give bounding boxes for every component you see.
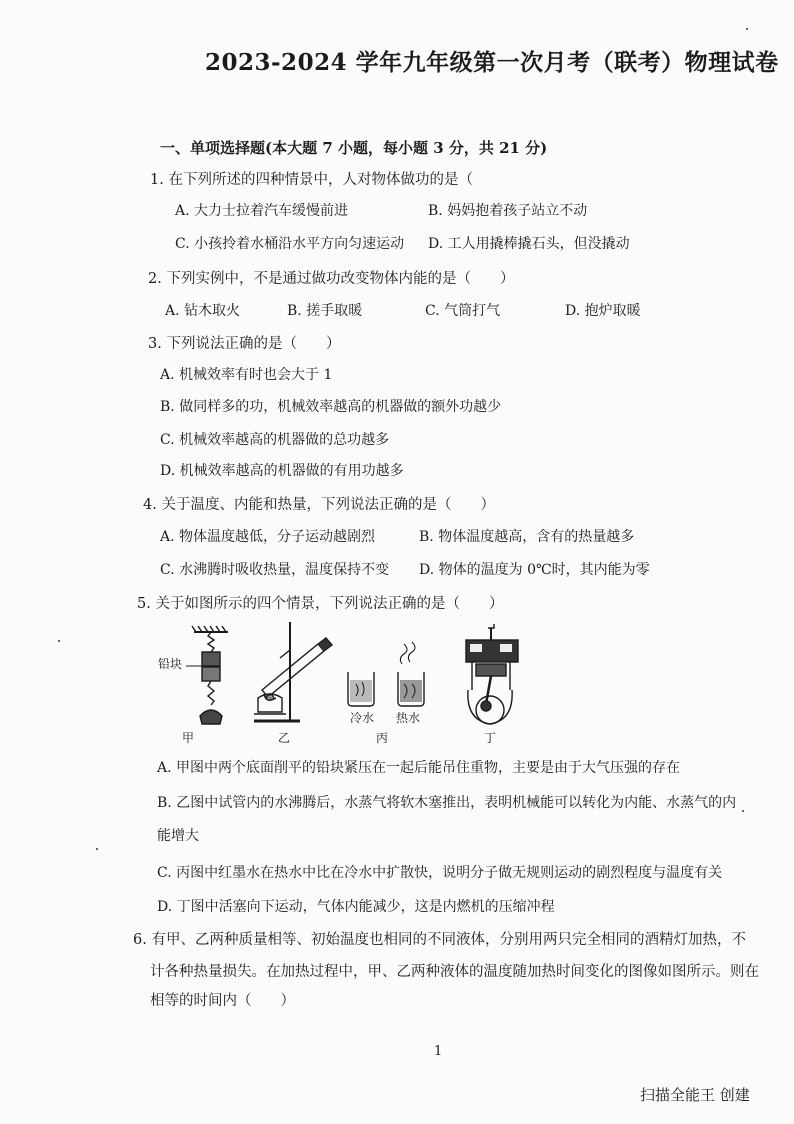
lead-block-label: 铅块: [158, 657, 183, 671]
question-3-option-a: A. 机械效率有时也会大于 1: [160, 367, 333, 383]
question-4-option-b: B. 物体温度越高，含有的热量越多: [419, 529, 635, 545]
question-1-option-b: B. 妈妈抱着孩子站立不动: [428, 203, 588, 219]
hot-water-label: 热水: [396, 711, 421, 725]
scan-speck: [742, 810, 744, 812]
question-2-stem: 2. 下列实例中，不是通过做功改变物体内能的是（ ）: [148, 271, 515, 287]
question-3-stem: 3. 下列说法正确的是（ ）: [148, 336, 341, 352]
question-3-option-c: C. 机械效率越高的机器做的总功越多: [160, 432, 390, 448]
question-3-option-d: D. 机械效率越高的机器做的有用功越多: [160, 463, 404, 479]
question-4-option-d: D. 物体的温度为 0℃时，其内能为零: [419, 562, 650, 578]
question-2-option-a: A. 钻木取火: [165, 303, 241, 319]
question-5-option-c: C. 丙图中红墨水在热水中比在冷水中扩散快，说明分子做无规则运动的剧烈程度与温度有关: [157, 865, 723, 881]
cold-water-label: 冷水: [350, 711, 375, 725]
question-4-option-a: A. 物体温度越低，分子运动越剧烈: [160, 529, 376, 545]
question-2-option-c: C. 气筒打气: [425, 303, 501, 319]
question-5-option-a: A. 甲图中两个底面削平的铅块紧压在一起后能吊住重物，主要是由于大气压强的存在: [157, 760, 681, 776]
question-5-option-d: D. 丁图中活塞向下运动，气体内能减少，这是内燃机的压缩冲程: [157, 899, 555, 915]
question-1-option-a: A. 大力士拉着汽车缓慢前进: [175, 203, 349, 219]
engine-cylinder-drawing: [466, 624, 518, 724]
question-2-option-d: D. 抱炉取暖: [565, 303, 641, 319]
page-number: 1: [434, 1044, 443, 1059]
scan-speck: [58, 640, 60, 642]
question-1-option-d: D. 工人用撬棒撬石头，但没撬动: [428, 236, 630, 252]
question-1-stem: 1. 在下列所述的四种情景中，人对物体做功的是（: [150, 172, 473, 188]
question-2-option-b: B. 搓手取暖: [287, 303, 363, 319]
figure-ding-label: 丁: [484, 731, 497, 745]
question-6-line3: 相等的时间内（ ）: [150, 993, 295, 1009]
beakers-drawing: [348, 642, 424, 706]
exam-title: 2023-2024 学年九年级第一次月考（联考）物理试卷: [205, 49, 779, 76]
figure-bing-label: 丙: [376, 731, 389, 745]
question-6-line1: 6. 有甲、乙两种质量相等、初始温度也相同的不同液体，分别用两只完全相同的酒精灯加热，不: [133, 932, 746, 948]
question-5-option-b-line1: B. 乙图中试管内的水沸腾后，水蒸气将软木塞推出，表明机械能可以转化为内能、水蒸气的内: [157, 795, 737, 811]
question-1-option-c: C. 小孩拎着水桶沿水平方向匀速运动: [175, 236, 405, 252]
section-heading: 一、单项选择题(本大题 7 小题，每小题 3 分，共 21 分): [160, 139, 548, 157]
question-5-option-b-line2: 能增大: [157, 828, 199, 844]
question-5-figure: [150, 618, 550, 750]
scan-speck: [746, 28, 748, 30]
scan-speck: [96, 848, 98, 850]
scanner-watermark: 扫描全能王 创建: [640, 1086, 750, 1104]
figure-yi-label: 乙: [278, 731, 291, 745]
question-4-option-c: C. 水沸腾时吸收热量，温度保持不变: [160, 562, 390, 578]
lead-blocks-drawing: [186, 626, 228, 724]
question-5-stem: 5. 关于如图所示的四个情景，下列说法正确的是（ ）: [137, 596, 504, 612]
test-tube-drawing: [254, 622, 332, 721]
question-3-option-b: B. 做同样多的功，机械效率越高的机器做的额外功越少: [160, 399, 502, 415]
figure-jia-label: 甲: [182, 731, 195, 745]
question-6-line2: 计各种热量损失。在加热过程中，甲、乙两种液体的温度随加热时间变化的图像如图所示。则在: [150, 964, 759, 980]
question-4-stem: 4. 关于温度、内能和热量，下列说法正确的是（ ）: [143, 497, 495, 513]
